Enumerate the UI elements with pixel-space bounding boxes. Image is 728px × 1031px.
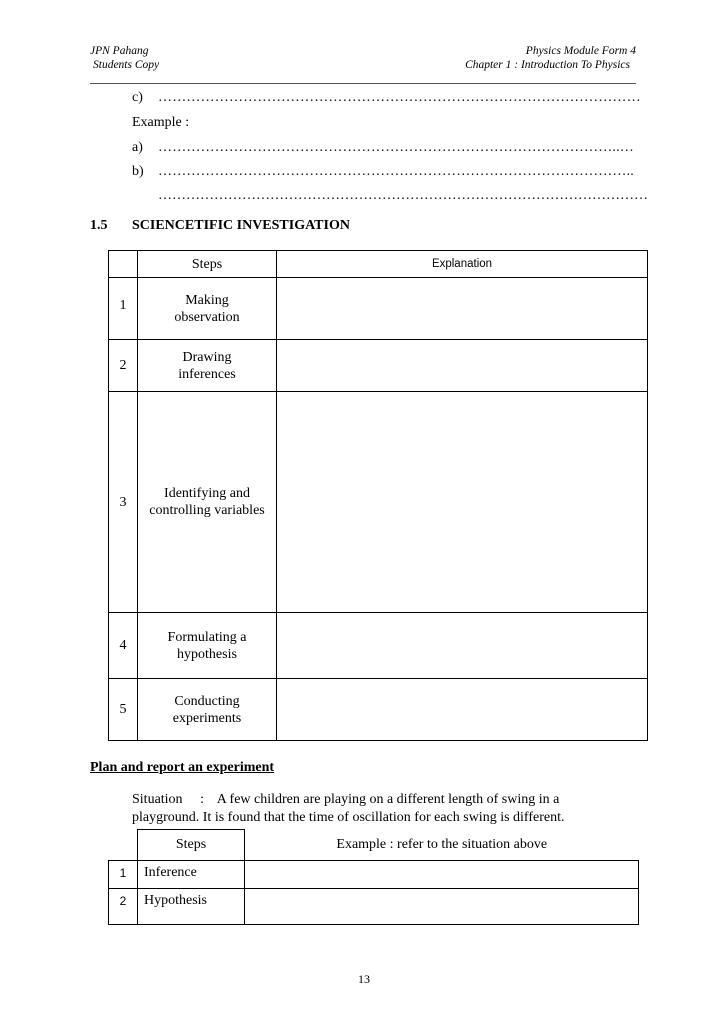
row-number: 4: [109, 613, 138, 679]
step-cell: Identifying and controlling variables: [138, 392, 277, 613]
list-label: b): [132, 164, 144, 179]
table-row: [109, 340, 648, 392]
plan-header-example: Example : refer to the situation above: [245, 830, 639, 861]
list-label: c): [132, 90, 143, 105]
explanation-cell[interactable]: [277, 613, 648, 679]
row-number: 1: [109, 278, 138, 340]
step-cell: Conducting experiments: [138, 679, 277, 741]
plan-table: [108, 829, 639, 925]
header-left: [90, 44, 159, 72]
header-copy: Students Copy: [93, 59, 160, 71]
step-cell: Formulating a hypothesis: [138, 613, 277, 679]
situation-line1: A few children are playing on a different length of swing in a: [216, 792, 560, 807]
example-cell[interactable]: [245, 860, 639, 888]
header-org: JPN Pahang: [90, 45, 149, 57]
row-number: 5: [109, 679, 138, 741]
blank-line: ………………………………………………………………………………………..: [158, 164, 634, 179]
header-module: Physics Module Form 4: [525, 45, 636, 57]
plan-header-row: [109, 830, 639, 861]
row-number: 1: [109, 860, 138, 888]
situation-separator: :: [200, 792, 204, 807]
header-right: [465, 44, 638, 72]
row-number: 3: [109, 392, 138, 613]
header-chapter: Chapter 1 : Introduction To Physics: [465, 59, 630, 71]
table-row: [109, 679, 648, 741]
table-row: [109, 278, 648, 340]
section-title: SCIENCETIFIC INVESTIGATION: [132, 218, 350, 233]
list-item-c: [132, 89, 641, 107]
blank-line-continued: ……………………………………………………………………………………………: [158, 188, 648, 203]
table-row: [109, 888, 639, 924]
table-row: [109, 860, 639, 888]
section-number: 1.5: [90, 218, 108, 233]
plan-header-steps: Steps: [138, 830, 245, 861]
situation-text: [132, 791, 632, 827]
table-row: [109, 613, 648, 679]
step-cell: Making observation: [138, 278, 277, 340]
header-explanation: Explanation: [277, 251, 648, 278]
blank-line: …………………………………………………………………………………………: [158, 90, 641, 105]
investigation-table: [108, 250, 648, 741]
explanation-cell[interactable]: [277, 679, 648, 741]
header-cell-number: [109, 251, 138, 278]
header-cell-number: [109, 830, 138, 861]
page-number: 13: [358, 972, 370, 986]
step-cell: Hypothesis: [138, 888, 245, 924]
step-cell: Inference: [138, 860, 245, 888]
example-heading: Example :: [132, 115, 190, 130]
plan-title: Plan and report an experiment: [90, 760, 275, 775]
row-number: 2: [109, 340, 138, 392]
list-item-b: [132, 163, 634, 181]
situation-line2: playground. It is found that the time of oscillation for each swing is different.: [132, 810, 565, 825]
explanation-cell[interactable]: [277, 392, 648, 613]
blank-line: ……………………………………………………………………………………..…: [158, 140, 634, 155]
header-steps: Steps: [138, 251, 277, 278]
explanation-cell[interactable]: [277, 278, 648, 340]
table-row: [109, 392, 648, 613]
header-divider: [90, 83, 636, 84]
situation-label: Situation: [132, 792, 183, 807]
explanation-cell[interactable]: [277, 340, 648, 392]
example-cell[interactable]: [245, 888, 639, 924]
row-number: 2: [109, 888, 138, 924]
list-item-a: [132, 139, 634, 157]
table-header-row: [109, 251, 648, 278]
list-label: a): [132, 140, 143, 155]
step-cell: Drawing inferences: [138, 340, 277, 392]
